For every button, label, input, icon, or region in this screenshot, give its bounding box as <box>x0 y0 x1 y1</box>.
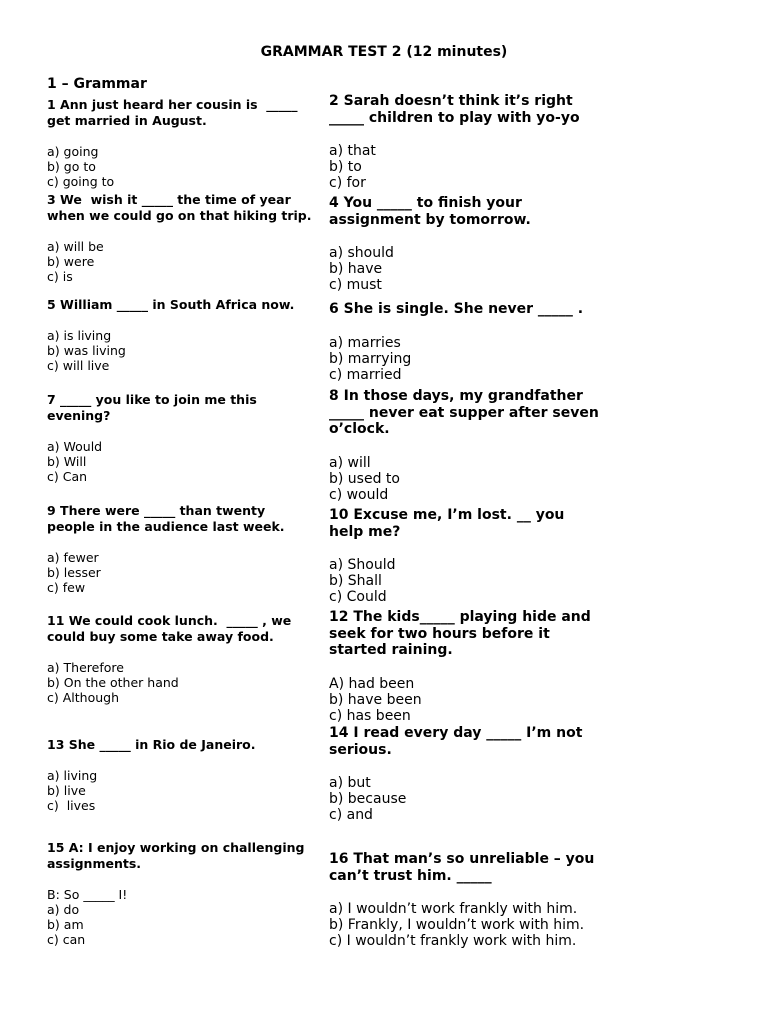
question-stem: 10 Excuse me, I’m lost. __ you help me? <box>329 507 565 540</box>
question-stem: 3 We wish it _____ the time of year when we could go on that hiking trip. <box>47 192 312 223</box>
option-b: b) used to <box>329 470 400 487</box>
option-a: a) but <box>329 775 371 791</box>
option-c: c) Can <box>47 469 88 484</box>
option-a: a) is living <box>47 328 112 343</box>
question-stem: 1 Ann just heard her cousin is _____ get married in August. <box>47 97 298 128</box>
option-c: c) married <box>329 366 402 383</box>
option-a: a) should <box>329 245 394 261</box>
option-c: c) will live <box>47 358 110 373</box>
option-b: b) On the other hand <box>47 675 179 690</box>
question-14 <box>329 725 629 824</box>
question-stem: 8 In those days, my grandfather _____ never eat supper after seven o’clock. <box>329 388 599 437</box>
option-b: b) were <box>47 254 95 269</box>
option-b: b) Shall <box>329 573 382 590</box>
question-6 <box>329 301 629 383</box>
question-1 <box>47 97 322 189</box>
option-b: b) have <box>329 261 383 278</box>
question-16 <box>329 851 629 949</box>
option-a: a) do <box>47 902 80 917</box>
question-10 <box>329 507 629 606</box>
option-a: a) I wouldn’t work frankly with him. <box>329 901 578 917</box>
option-c: c) and <box>329 807 373 824</box>
option-a: a) Would <box>47 439 103 454</box>
option-c: c) for <box>329 175 366 192</box>
question-12 <box>329 609 629 724</box>
option-b: b) live <box>47 783 86 798</box>
option-c: c) Although <box>47 690 119 705</box>
question-stem: 5 William _____ in South Africa now. <box>47 297 295 312</box>
option-b: b) am <box>47 917 84 932</box>
option-a: a) that <box>329 143 376 159</box>
option-c: c) has been <box>329 707 411 724</box>
question-5 <box>47 297 322 373</box>
question-11 <box>47 613 322 705</box>
question-stem: 16 That man’s so unreliable – you can’t trust him. _____ <box>329 851 595 884</box>
question-stem: 2 Sarah doesn’t think it’s right _____ children to play with yo-yo <box>329 93 580 126</box>
option-a: a) going <box>47 144 99 159</box>
question-stem: 13 She _____ in Rio de Janeiro. <box>47 737 256 752</box>
option-a: a) fewer <box>47 550 99 565</box>
option-b: b) to <box>329 159 362 176</box>
option-a: a) will be <box>47 239 104 254</box>
question-3 <box>47 192 322 284</box>
dialogue-b-line: B: So _____ I! <box>47 887 128 902</box>
option-a: a) Therefore <box>47 660 124 675</box>
question-8 <box>329 388 629 503</box>
question-7 <box>47 392 322 484</box>
option-c: c) must <box>329 277 382 294</box>
question-stem: 9 There were _____ than twenty people in the audience last week. <box>47 503 285 534</box>
option-a: a) will <box>329 454 371 471</box>
option-a: a) marries <box>329 334 401 351</box>
option-b: b) go to <box>47 159 96 174</box>
option-c: c) few <box>47 580 86 595</box>
option-b: b) marrying <box>329 350 412 367</box>
option-b: b) have been <box>329 691 422 708</box>
option-b: b) was living <box>47 343 126 358</box>
option-c: c) Could <box>329 589 387 606</box>
option-c: c) I wouldn’t frankly work with him. <box>329 933 577 949</box>
option-c: c) can <box>47 932 86 947</box>
question-stem: 6 She is single. She never _____ . <box>329 301 584 317</box>
question-stem: 14 I read every day _____ I’m not serious. <box>329 725 583 758</box>
option-b: b) lesser <box>47 565 101 580</box>
option-c: c) going to <box>47 174 115 189</box>
option-a: a) Should <box>329 557 396 573</box>
option-b: b) Will <box>47 454 87 469</box>
option-a: A) had been <box>329 675 415 692</box>
option-b: b) because <box>329 791 407 808</box>
question-stem: 4 You _____ to finish your assignment by tomorrow. <box>329 195 531 228</box>
option-a: a) living <box>47 768 98 783</box>
question-9 <box>47 503 322 595</box>
question-stem: 12 The kids_____ playing hide and seek for two hours before it started raining. <box>329 609 591 658</box>
option-b: b) Frankly, I wouldn’t work with him. <box>329 917 585 933</box>
section-heading: 1 – Grammar <box>47 76 147 92</box>
question-stem: 7 _____ you like to join me this evening? <box>47 392 257 423</box>
question-15 <box>47 840 322 947</box>
question-13 <box>47 737 322 813</box>
option-c: c) is <box>47 269 73 284</box>
option-c: c) lives <box>47 798 96 813</box>
option-c: c) would <box>329 486 389 503</box>
question-2 <box>329 93 629 192</box>
question-stem: 11 We could cook lunch. _____ , we could buy some take away food. <box>47 613 292 644</box>
page-title: GRAMMAR TEST 2 (12 minutes) <box>260 44 508 60</box>
question-4 <box>329 195 629 294</box>
question-stem: 15 A: I enjoy working on challenging assignments. <box>47 840 305 871</box>
